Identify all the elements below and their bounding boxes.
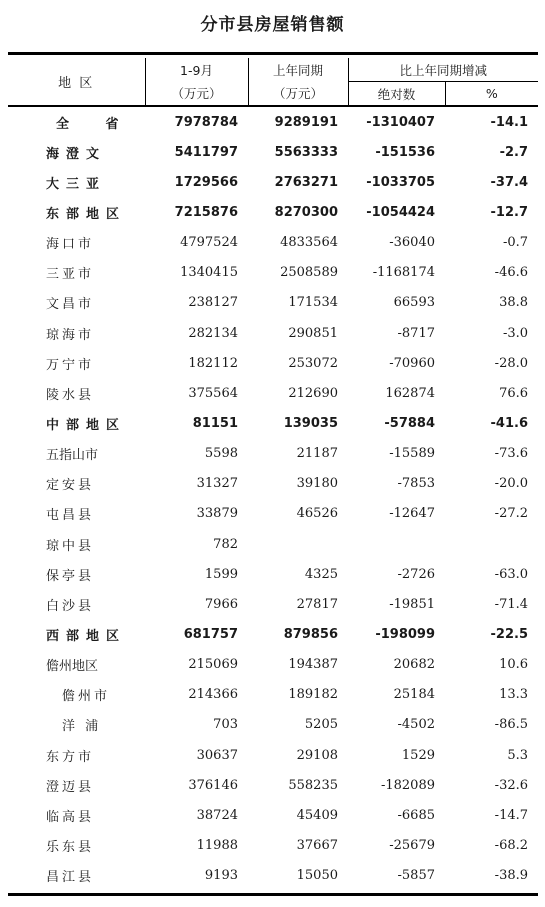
header-col1-top: 1-9月 xyxy=(145,58,248,82)
row-value-last-year: 879856 xyxy=(283,626,338,642)
row-value-last-year: 8270300 xyxy=(274,204,338,220)
row-region-name: 定安县 xyxy=(46,478,95,494)
row-value-1-9: 38724 xyxy=(196,807,238,823)
row-change-percent: -27.2 xyxy=(494,506,529,522)
table-row xyxy=(8,619,538,649)
header-col3-top: 比上年同期增减 xyxy=(399,62,488,78)
row-region-name: 琼中县 xyxy=(46,538,95,554)
row-value-1-9: 81151 xyxy=(192,415,238,431)
row-change-absolute: 20682 xyxy=(393,657,435,673)
header-col2-top: 上年同期 xyxy=(248,58,348,82)
table-row xyxy=(8,469,538,499)
row-region-name: 西部地区 xyxy=(46,628,127,644)
row-value-1-9: 375564 xyxy=(188,385,238,401)
row-change-absolute: -15589 xyxy=(389,446,435,462)
row-change-percent xyxy=(445,529,538,559)
row-change-percent: -41.6 xyxy=(490,415,529,431)
row-value-1-9: 7966 xyxy=(204,596,238,612)
row-change-percent: -37.4 xyxy=(490,174,529,190)
row-region-name: 海口市 xyxy=(46,237,95,253)
row-change-absolute: -1168174 xyxy=(372,265,435,281)
row-change-percent: -2.7 xyxy=(499,144,529,160)
row-value-last-year: 2763271 xyxy=(274,174,338,190)
table-row xyxy=(8,710,538,740)
table-row xyxy=(8,197,538,227)
row-change-absolute: -5857 xyxy=(397,868,435,884)
row-region-name: 东部地区 xyxy=(46,206,127,222)
table-row xyxy=(8,680,538,710)
row-change-percent: -73.6 xyxy=(494,446,529,462)
row-value-1-9: 238127 xyxy=(188,295,238,311)
table-row xyxy=(8,559,538,589)
sales-table xyxy=(8,58,538,891)
row-change-absolute: -25679 xyxy=(389,837,435,853)
row-change-absolute: -182089 xyxy=(380,777,435,793)
row-value-1-9: 4797524 xyxy=(180,235,238,251)
table-body xyxy=(8,106,538,891)
row-change-absolute: 66593 xyxy=(393,295,435,311)
row-region-name: 保亭县 xyxy=(46,568,95,584)
row-change-percent: -68.2 xyxy=(494,837,529,853)
row-region-name: 五指山市 xyxy=(46,448,99,464)
row-change-absolute: -1310407 xyxy=(366,114,435,130)
row-change-absolute xyxy=(348,529,445,559)
row-change-percent: -38.9 xyxy=(494,868,529,884)
row-value-last-year: 29108 xyxy=(296,747,338,763)
table-header xyxy=(8,58,538,106)
row-value-1-9: 5598 xyxy=(204,446,238,462)
row-change-absolute: -4502 xyxy=(397,717,435,733)
row-region-name: 全 省 xyxy=(56,116,135,132)
row-value-last-year: 5205 xyxy=(304,717,338,733)
table-row xyxy=(8,740,538,770)
header-region: 地 区 xyxy=(8,58,145,106)
row-change-percent: -71.4 xyxy=(494,596,529,612)
row-change-percent: -14.7 xyxy=(494,807,529,823)
row-value-last-year: 189182 xyxy=(288,687,338,703)
row-value-1-9: 703 xyxy=(213,717,238,733)
row-change-percent: -0.7 xyxy=(502,235,529,251)
table-row xyxy=(8,800,538,830)
row-change-percent: -63.0 xyxy=(494,566,529,582)
table-row xyxy=(8,499,538,529)
row-region-name: 琼海市 xyxy=(46,327,95,343)
row-change-percent: -14.1 xyxy=(490,114,529,130)
row-region-name: 昌江县 xyxy=(46,870,95,886)
header-col3-pct: % xyxy=(445,82,538,107)
row-change-percent: 38.8 xyxy=(499,295,529,311)
row-region-name: 东方市 xyxy=(46,749,95,765)
row-value-1-9: 31327 xyxy=(196,476,238,492)
row-value-1-9: 30637 xyxy=(196,747,238,763)
row-change-absolute: 1529 xyxy=(401,747,435,763)
row-value-last-year: 139035 xyxy=(283,415,338,431)
row-change-absolute: -19851 xyxy=(389,596,435,612)
row-change-absolute: -151536 xyxy=(375,144,435,160)
row-region-name: 陵水县 xyxy=(46,387,95,403)
header-col1-bottom: （万元） xyxy=(145,82,248,107)
row-value-last-year: 45409 xyxy=(296,807,338,823)
row-region-name: 文昌市 xyxy=(46,297,95,313)
row-region-name: 洋 浦 xyxy=(62,719,102,735)
row-value-1-9: 1599 xyxy=(204,566,238,582)
row-region-name: 白沙县 xyxy=(46,598,95,614)
row-change-absolute: -57884 xyxy=(384,415,435,431)
table-row xyxy=(8,650,538,680)
row-value-last-year: 21187 xyxy=(296,446,338,462)
row-change-percent: -46.6 xyxy=(494,265,529,281)
table-row xyxy=(8,439,538,469)
row-change-absolute: -7853 xyxy=(397,476,435,492)
header-col2-bottom: （万元） xyxy=(248,82,348,107)
table-bottom-rule xyxy=(8,893,538,896)
row-change-absolute: -6685 xyxy=(397,807,435,823)
row-value-1-9: 9193 xyxy=(204,868,238,884)
row-change-percent: 10.6 xyxy=(499,657,529,673)
row-change-absolute: -198099 xyxy=(375,626,435,642)
row-change-absolute: -1054424 xyxy=(366,204,435,220)
row-change-percent: 13.3 xyxy=(499,687,529,703)
table-row xyxy=(8,106,538,137)
row-value-last-year: 171534 xyxy=(288,295,338,311)
row-value-last-year: 37667 xyxy=(296,837,338,853)
row-region-name: 海澄文 xyxy=(46,146,107,162)
table-row xyxy=(8,318,538,348)
row-value-last-year: 194387 xyxy=(288,657,338,673)
row-change-percent: -22.5 xyxy=(490,626,529,642)
row-region-name: 儋州市 xyxy=(62,689,111,705)
row-change-percent: -20.0 xyxy=(494,476,529,492)
table-row xyxy=(8,137,538,167)
row-region-name: 万宁市 xyxy=(46,357,95,373)
row-value-1-9: 1340415 xyxy=(180,265,238,281)
row-change-percent: -12.7 xyxy=(490,204,529,220)
table-row xyxy=(8,167,538,197)
row-change-absolute: -8717 xyxy=(397,325,435,341)
row-change-percent: -32.6 xyxy=(494,777,529,793)
table-row xyxy=(8,408,538,438)
row-value-last-year: 27817 xyxy=(296,596,338,612)
row-change-absolute: 162874 xyxy=(385,385,435,401)
row-region-name: 屯昌县 xyxy=(46,508,95,524)
row-value-1-9: 282134 xyxy=(188,325,238,341)
row-region-name: 三亚市 xyxy=(46,267,95,283)
row-value-1-9: 182112 xyxy=(188,355,238,371)
row-change-absolute: 25184 xyxy=(393,687,435,703)
table-row xyxy=(8,770,538,800)
row-value-last-year: 46526 xyxy=(296,506,338,522)
row-value-1-9: 33879 xyxy=(196,506,238,522)
table-row xyxy=(8,228,538,258)
row-change-absolute: -70960 xyxy=(389,355,435,371)
row-change-percent: 76.6 xyxy=(499,385,529,401)
row-value-1-9: 214366 xyxy=(188,687,238,703)
row-value-last-year: 212690 xyxy=(288,385,338,401)
row-value-last-year: 9289191 xyxy=(274,114,338,130)
row-change-percent: -86.5 xyxy=(494,717,529,733)
row-region-name: 儋州地区 xyxy=(46,659,99,675)
table-top-rule xyxy=(8,52,538,55)
table-row xyxy=(8,830,538,860)
row-value-last-year: 558235 xyxy=(288,777,338,793)
row-change-percent: -28.0 xyxy=(494,355,529,371)
row-region-name: 澄迈县 xyxy=(46,779,95,795)
row-change-percent: -3.0 xyxy=(502,325,529,341)
row-value-1-9: 11988 xyxy=(196,837,238,853)
row-change-absolute: -36040 xyxy=(389,235,435,251)
row-region-name: 乐东县 xyxy=(46,839,95,855)
table-row xyxy=(8,589,538,619)
row-value-1-9: 215069 xyxy=(188,657,238,673)
row-value-1-9: 782 xyxy=(213,536,238,552)
table-row xyxy=(8,861,538,891)
row-value-last-year xyxy=(248,529,348,559)
row-change-absolute: -12647 xyxy=(389,506,435,522)
table-row xyxy=(8,348,538,378)
row-value-1-9: 681757 xyxy=(183,626,238,642)
row-value-1-9: 7215876 xyxy=(174,204,238,220)
row-value-1-9: 5411797 xyxy=(174,144,238,160)
row-value-last-year: 39180 xyxy=(296,476,338,492)
row-region-name: 临高县 xyxy=(46,809,95,825)
table-row xyxy=(8,258,538,288)
table-row xyxy=(8,288,538,318)
row-value-1-9: 7978784 xyxy=(174,114,238,130)
row-value-last-year: 5563333 xyxy=(274,144,338,160)
table-row xyxy=(8,378,538,408)
row-region-name: 中部地区 xyxy=(46,417,127,433)
row-value-1-9: 376146 xyxy=(188,777,238,793)
row-region-name: 大三亚 xyxy=(46,176,107,192)
row-value-last-year: 15050 xyxy=(296,868,338,884)
row-value-last-year: 4325 xyxy=(304,566,338,582)
row-value-last-year: 253072 xyxy=(288,355,338,371)
row-change-absolute: -1033705 xyxy=(366,174,435,190)
row-change-absolute: -2726 xyxy=(397,566,435,582)
row-value-last-year: 290851 xyxy=(288,325,338,341)
header-col3-abs: 绝对数 xyxy=(348,82,445,107)
page-title: 分市县房屋销售额 xyxy=(200,15,345,35)
row-change-percent: 5.3 xyxy=(507,747,529,763)
row-value-last-year: 4833564 xyxy=(280,235,338,251)
table-row xyxy=(8,529,538,559)
row-value-1-9: 1729566 xyxy=(174,174,238,190)
row-value-last-year: 2508589 xyxy=(280,265,338,281)
